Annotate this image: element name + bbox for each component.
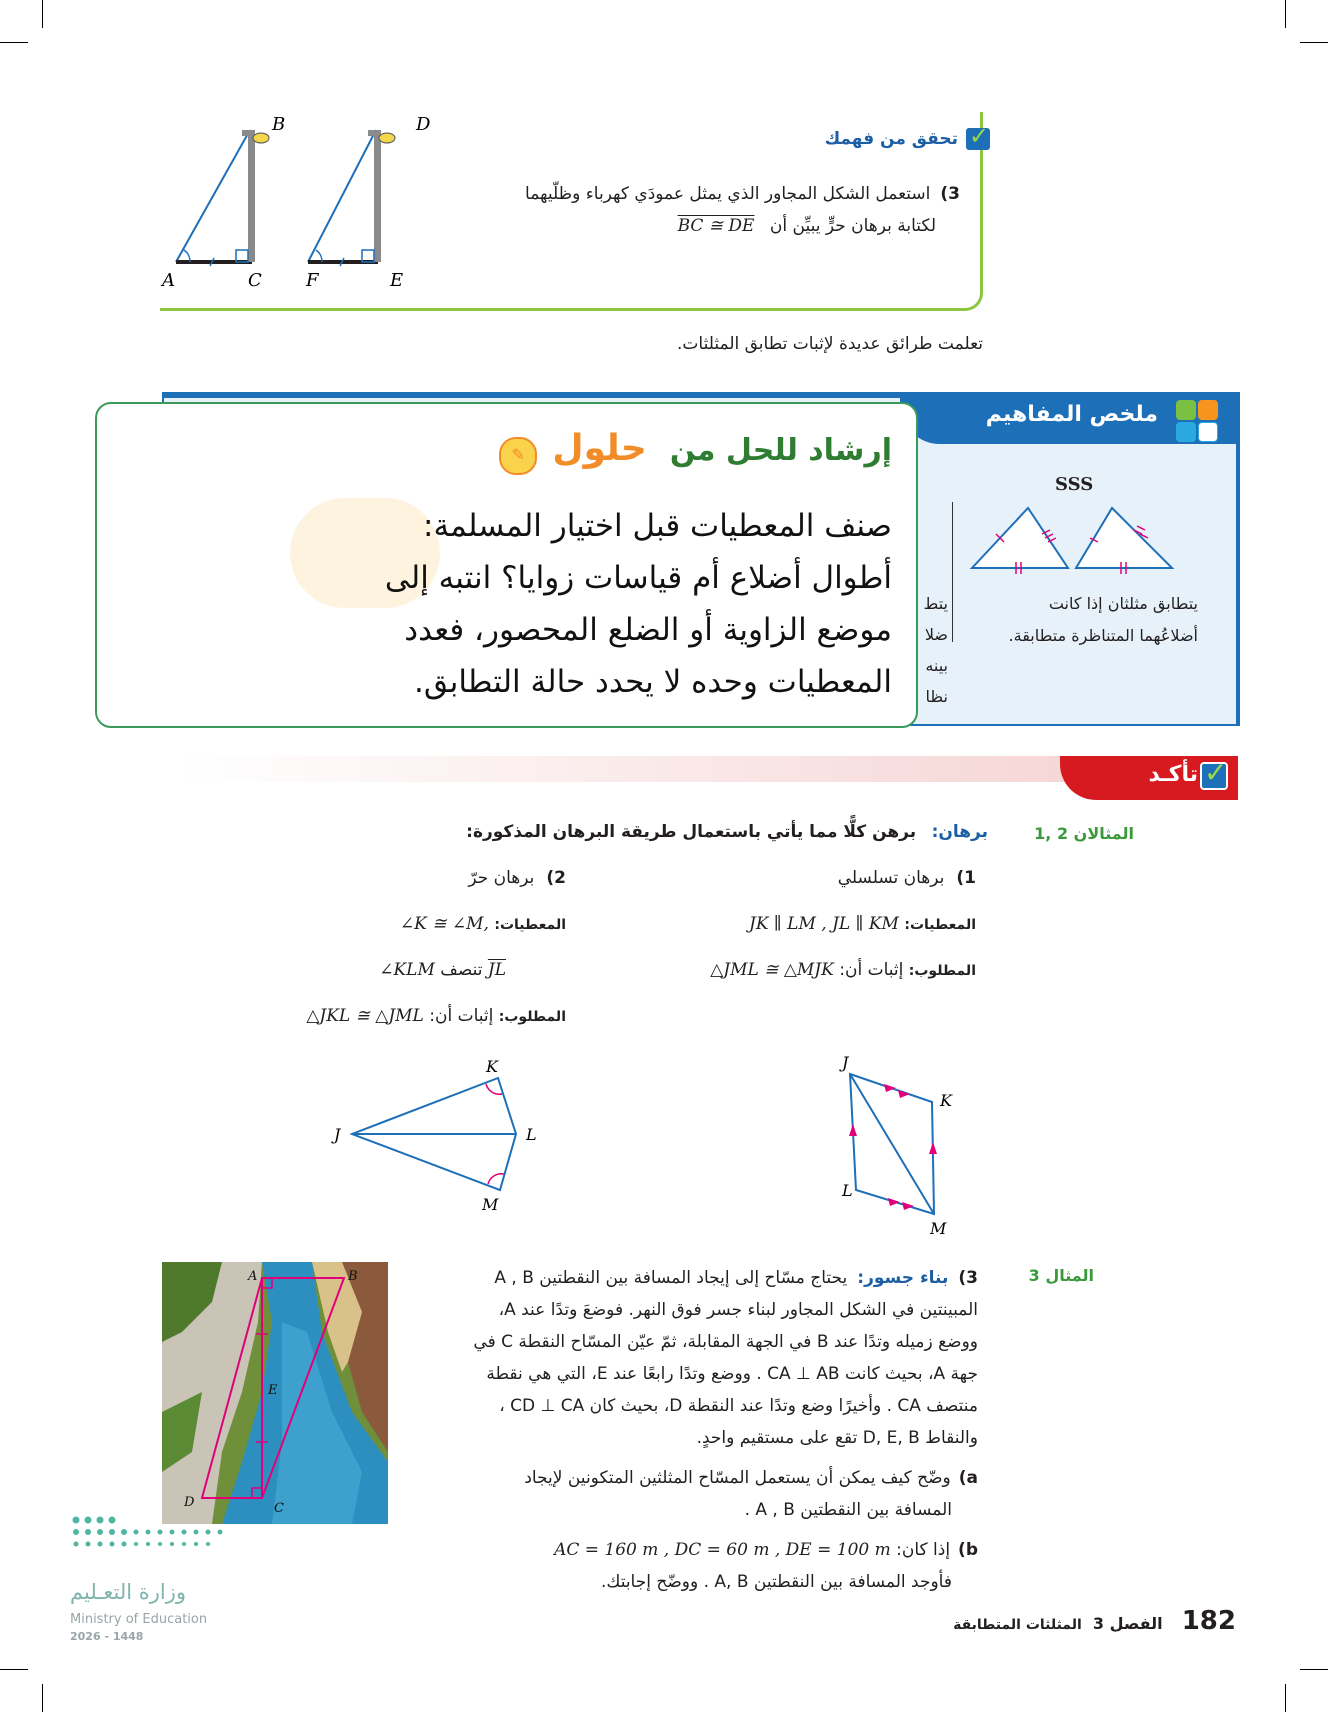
ministry-arabic: وزارة التعـليم bbox=[70, 1580, 187, 1604]
partial-concept-text bbox=[918, 588, 948, 712]
sss-triangles bbox=[966, 502, 1186, 582]
hint-line: المعطيات وحده لا يحدد حالة التطابق. bbox=[414, 664, 892, 700]
math-expression: BC ≅ DE bbox=[677, 216, 755, 236]
label-K: K bbox=[940, 1091, 952, 1110]
label-L: L bbox=[526, 1125, 537, 1144]
partial-line: ضلا bbox=[924, 625, 948, 644]
check-question bbox=[400, 178, 960, 242]
prove-text: إثبات أن: bbox=[839, 960, 904, 980]
proof-type: برهان حرّ bbox=[468, 868, 535, 888]
check-banner-icon: ✓ bbox=[1200, 762, 1228, 790]
check-banner-title: تأكـد bbox=[1148, 762, 1198, 787]
tick-mark bbox=[1137, 526, 1145, 530]
part-line: المسافة بين النقطتين A , B . bbox=[744, 1500, 952, 1520]
exercise-heading: بناء جسور: bbox=[857, 1268, 949, 1288]
exercise-number: 2) bbox=[546, 868, 566, 888]
crop-mark bbox=[1300, 42, 1328, 43]
arrow-mark bbox=[898, 1090, 910, 1098]
given-math: $\overline{JL}$ bbox=[487, 960, 506, 980]
partial-line: نظا bbox=[925, 687, 948, 706]
exercise-line: المبينتين في الشكل المجاور لبناء جسر فوق النهر. فوضعَ وتدًا عند A، bbox=[498, 1300, 978, 1320]
river-photo bbox=[162, 1262, 388, 1524]
label-K: K bbox=[486, 1057, 498, 1076]
label-B: B bbox=[348, 1269, 358, 1284]
question-number: 3) bbox=[940, 184, 960, 204]
label-C: C bbox=[248, 270, 262, 291]
puzzle-icon bbox=[1176, 398, 1222, 444]
prove-math: △JKL ≅ △JML bbox=[306, 1006, 424, 1026]
crop-mark bbox=[42, 0, 43, 28]
given-math: ∠K ≅ ∠M, bbox=[399, 914, 489, 934]
label-B: B bbox=[272, 114, 286, 135]
label-J: J bbox=[334, 1125, 341, 1144]
parallelogram-figure bbox=[830, 1050, 960, 1240]
exercise-2 bbox=[246, 868, 566, 1052]
prove-label: المطلوب: bbox=[908, 963, 976, 979]
label-E: E bbox=[268, 1383, 278, 1398]
pole-arm bbox=[368, 130, 381, 136]
hint-line: موضع الزاوية أو الضلع المحصور، فعدد bbox=[404, 612, 892, 648]
part-math: AC = 160 m , DC = 60 m , DE = 100 m bbox=[554, 1540, 891, 1560]
part-line: وضّح كيف يمكن أن يستعمل المسّاح المثلثين المتكونين لإيجاد bbox=[524, 1468, 951, 1488]
footer bbox=[953, 1606, 1236, 1636]
intro-text: تعلمت طرائق عديدة لإثبات تطابق المثلثات. bbox=[677, 334, 983, 354]
chapter-title: المثلثات المتطابقة bbox=[953, 1617, 1082, 1633]
sss-line: يتطابق مثلثان إذا كانت bbox=[1048, 594, 1198, 613]
label-D: D bbox=[184, 1495, 195, 1510]
pole-arm bbox=[242, 130, 255, 136]
crop-mark bbox=[1285, 0, 1286, 28]
check-box-icon: ✓ bbox=[966, 128, 990, 150]
part-label: b) bbox=[958, 1540, 978, 1560]
light-ray bbox=[308, 130, 376, 262]
examples-label: المثالان 2 ,1 bbox=[1034, 824, 1134, 843]
ministry-years: 2026 - 1448 bbox=[70, 1630, 144, 1643]
proof-instruction: برهن كلًّا مما يأتي باستعمال طريقة البرهان المذكورة: bbox=[466, 822, 917, 842]
given-angle: ∠KLM bbox=[379, 960, 435, 980]
exercise-1 bbox=[516, 868, 976, 1006]
page-number: 182 bbox=[1181, 1606, 1236, 1636]
proof-instruction-row bbox=[466, 822, 988, 842]
kite-figure bbox=[330, 1054, 550, 1214]
hint-body bbox=[92, 500, 892, 708]
chapter-label: الفصل 3 bbox=[1092, 1614, 1163, 1633]
check-understanding-title: تحقق من فهمك bbox=[824, 129, 958, 149]
arrow-mark bbox=[888, 1198, 900, 1206]
exercise-line: والنقاط D, E, B تقع على مستقيم واحدٍ. bbox=[696, 1428, 978, 1448]
concept-summary-title: ملخص المفاهيم bbox=[985, 402, 1158, 427]
question-line: استعمل الشكل المجاور الذي يمثل عمودَي كهرباء وظلّيهما bbox=[525, 184, 931, 204]
exercise-number: 1) bbox=[956, 868, 976, 888]
label-A: A bbox=[248, 1269, 258, 1284]
exercise-line: جهة A، بحيث كانت CA ⊥ AB . ووضع وتدًا رابعًا عند E، التي هي نقطة bbox=[486, 1364, 978, 1384]
street-lamps-figure bbox=[150, 110, 440, 295]
prove-label: المطلوب: bbox=[498, 1009, 566, 1025]
given-text: تنصف bbox=[440, 960, 483, 980]
arrow-mark bbox=[884, 1084, 896, 1092]
label-L: L bbox=[842, 1181, 853, 1200]
pole bbox=[248, 136, 255, 262]
part-label: a) bbox=[958, 1468, 978, 1488]
sss-description bbox=[1009, 588, 1198, 652]
hint-title: إرشاد للحل من bbox=[669, 433, 892, 468]
partial-line: يتط bbox=[923, 594, 948, 613]
pole bbox=[374, 136, 381, 262]
question-line: لكتابة برهان حرٍّ يبيِّن أن bbox=[769, 216, 936, 236]
label-D: D bbox=[416, 114, 431, 135]
label-E: E bbox=[390, 270, 404, 291]
light-ray bbox=[176, 130, 250, 262]
arrow-mark bbox=[902, 1202, 914, 1210]
hint-line: صنف المعطيات قبل اختيار المسلمة: bbox=[423, 508, 892, 544]
partial-line: بينه bbox=[925, 656, 948, 675]
crop-mark bbox=[1285, 1684, 1286, 1712]
lamp bbox=[379, 133, 395, 143]
brand-icon: ✎ bbox=[499, 437, 537, 475]
exercise-line: منتصف CA . وأخيرًا وضع وتدًا عند النقطة D، بحيث كان CD ⊥ CA ، bbox=[499, 1396, 978, 1416]
example-label: المثال 3 bbox=[1028, 1266, 1094, 1285]
ministry-dots-logo bbox=[70, 1514, 230, 1554]
lamp bbox=[253, 133, 269, 143]
arrow-mark bbox=[929, 1142, 937, 1154]
exercise-number: 3) bbox=[958, 1268, 978, 1288]
triangle bbox=[972, 508, 1068, 568]
crop-mark bbox=[42, 1684, 43, 1712]
prove-text: إثبات أن: bbox=[429, 1006, 494, 1026]
prove-math: △JML ≅ △MJK bbox=[710, 960, 834, 980]
hint-line: أطوال أضلاع أم قياسات زوايا؟ انتبه إلى bbox=[384, 560, 892, 596]
exercise-3 bbox=[418, 1262, 978, 1598]
label-M: M bbox=[930, 1219, 947, 1238]
part-line: فأوجد المسافة بين النقطتين A, B . ووضّح إجابتك. bbox=[600, 1572, 952, 1592]
ministry-english: Ministry of Education bbox=[70, 1612, 208, 1627]
given-math: JK ∥ LM , JL ∥ KM bbox=[749, 914, 899, 934]
check-banner-fade bbox=[180, 756, 1080, 782]
proof-type: برهان تسلسلي bbox=[837, 868, 945, 888]
label-M: M bbox=[482, 1195, 499, 1214]
label-J: J bbox=[842, 1053, 849, 1072]
exercise-line: يحتاج مسّاح إلى إيجاد المسافة بين النقطتين A , B bbox=[494, 1268, 848, 1288]
exercise-line: ووضع زميله وتدًا عند B في الجهة المقابلة، ثمّ عيّن المسّاح النقطة C في bbox=[473, 1332, 978, 1352]
crop-mark bbox=[0, 1669, 28, 1670]
sss-label: SSS bbox=[1055, 474, 1094, 495]
crop-mark bbox=[1300, 1669, 1328, 1670]
part-text: إذا كان: bbox=[896, 1540, 951, 1560]
concept-divider bbox=[952, 502, 953, 642]
given-label: المعطيات: bbox=[904, 917, 976, 933]
arrow-mark bbox=[849, 1124, 857, 1136]
sss-line: أضلاعُهما المتناظرة متطابقة. bbox=[1008, 626, 1198, 645]
label-A: A bbox=[162, 270, 175, 291]
brand-name: حلول bbox=[552, 428, 647, 469]
proof-heading: برهان: bbox=[931, 822, 988, 842]
given-label: المعطيات: bbox=[494, 917, 566, 933]
crop-mark bbox=[0, 42, 28, 43]
hint-title-row bbox=[499, 428, 892, 475]
label-C: C bbox=[274, 1501, 284, 1516]
label-F: F bbox=[306, 270, 319, 291]
